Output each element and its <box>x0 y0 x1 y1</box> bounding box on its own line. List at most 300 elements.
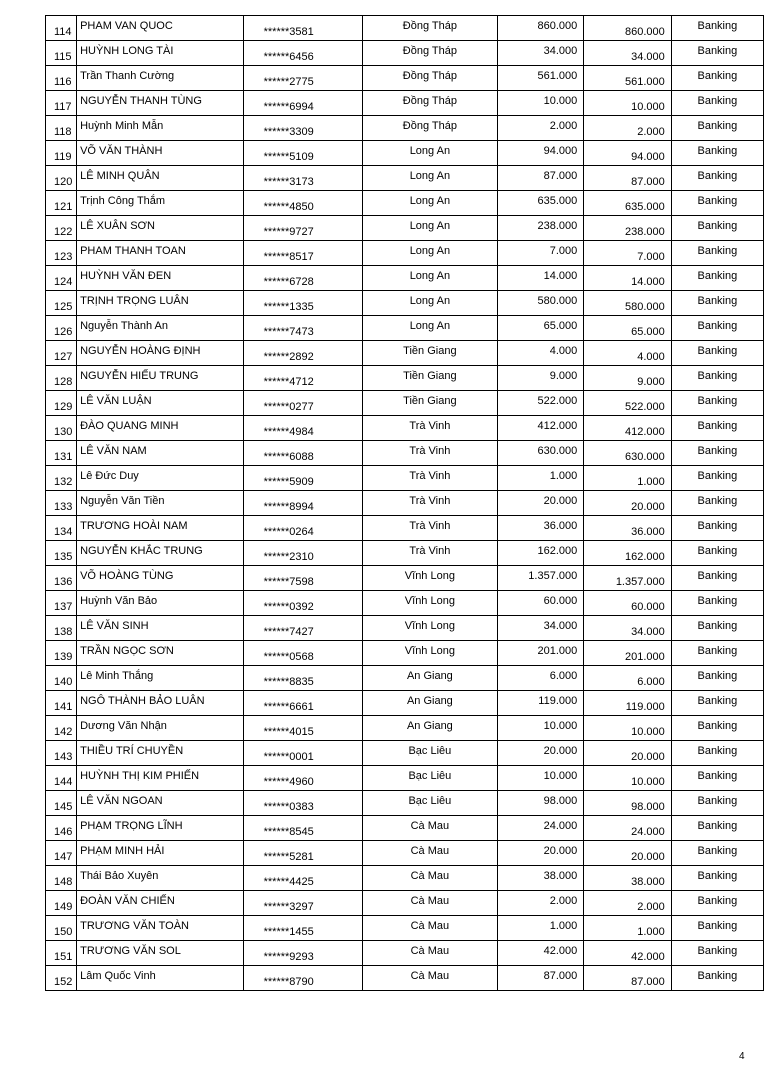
amount-cell <box>497 466 584 491</box>
row-number-cell <box>46 641 77 666</box>
row-number: 117 <box>54 101 72 113</box>
amount-total: 412.000 <box>624 426 665 438</box>
amount-cell <box>497 691 584 716</box>
account-number-cell <box>243 416 363 441</box>
donor-name: TRƯƠNG VĂN TOÀN <box>80 920 189 932</box>
amount-cell <box>497 516 584 541</box>
province-cell <box>363 716 498 741</box>
account-number-cell <box>243 641 363 666</box>
province: Vĩnh Long <box>404 645 455 657</box>
account-number-cell <box>243 341 363 366</box>
account-number: ******7598 <box>263 576 314 588</box>
row-number-cell <box>46 766 77 791</box>
amount-cell <box>497 941 584 966</box>
row-number: 147 <box>54 851 73 863</box>
donor-name-cell <box>77 516 244 541</box>
amount-total: 42.000 <box>631 951 665 963</box>
row-number-cell <box>46 16 77 41</box>
account-number-cell <box>243 191 363 216</box>
donor-name-cell <box>77 591 244 616</box>
row-number-cell <box>46 516 77 541</box>
amount-total-cell <box>584 166 672 191</box>
table-row <box>46 666 764 691</box>
row-number: 135 <box>54 551 73 563</box>
amount-cell <box>497 741 584 766</box>
amount-total-cell <box>584 316 672 341</box>
province-cell <box>363 641 498 666</box>
amount: 20.000 <box>543 495 578 507</box>
account-number-cell <box>243 841 363 866</box>
row-number: 115 <box>54 51 72 63</box>
amount: 1.000 <box>549 470 578 482</box>
province-cell <box>363 16 498 41</box>
account-number: ******6661 <box>263 701 314 713</box>
row-number-cell <box>46 716 77 741</box>
province: An Giang <box>406 695 453 707</box>
amount-cell <box>497 41 584 66</box>
province: Bạc Liêu <box>408 745 452 757</box>
amount-total-cell <box>584 141 672 166</box>
province: An Giang <box>406 670 453 682</box>
amount: 10.000 <box>543 95 578 107</box>
row-number: 128 <box>54 376 73 388</box>
row-number-cell <box>46 791 77 816</box>
row-number: 119 <box>54 151 72 163</box>
row-number: 132 <box>54 476 73 488</box>
province-cell <box>363 841 498 866</box>
donor-name: Trịnh Công Thắm <box>80 195 166 207</box>
province-cell <box>363 491 498 516</box>
table-row <box>46 866 764 891</box>
table-row <box>46 291 764 316</box>
page-number: 4 <box>739 1051 745 1062</box>
table-row <box>46 941 764 966</box>
table-row <box>46 141 764 166</box>
row-number-cell <box>46 116 77 141</box>
payment-method: Banking <box>697 395 738 407</box>
payment-method-cell <box>671 391 763 416</box>
amount-total-cell <box>584 491 672 516</box>
amount-total: 20.000 <box>631 751 665 763</box>
row-number-cell <box>46 466 77 491</box>
row-number-cell <box>46 816 77 841</box>
payment-method-cell <box>671 916 763 941</box>
donor-name-cell <box>77 66 244 91</box>
amount-total: 561.000 <box>624 76 665 88</box>
amount: 860.000 <box>537 20 578 32</box>
account-number-cell <box>243 566 363 591</box>
province: Đồng Tháp <box>402 70 457 82</box>
payment-method: Banking <box>697 720 738 732</box>
donor-name: Lê Minh Thắng <box>80 670 154 682</box>
table-row <box>46 341 764 366</box>
row-number: 149 <box>54 901 73 913</box>
account-number: ******4960 <box>263 776 314 788</box>
province-cell <box>363 366 498 391</box>
amount-cell <box>497 916 584 941</box>
row-number: 130 <box>54 426 73 438</box>
donor-name-cell <box>77 891 244 916</box>
amount-total-cell <box>584 91 672 116</box>
amount-total: 238.000 <box>624 226 665 238</box>
payment-method-cell <box>671 141 763 166</box>
payment-method: Banking <box>697 220 738 232</box>
donor-name: Trần Thanh Cường <box>80 70 175 82</box>
row-number-cell <box>46 366 77 391</box>
payment-method-cell <box>671 691 763 716</box>
province: Trà Vinh <box>409 420 451 432</box>
amount-total-cell <box>584 391 672 416</box>
province: Đồng Tháp <box>402 95 457 107</box>
table-row <box>46 641 764 666</box>
payment-method-cell <box>671 966 763 991</box>
donor-name: VÕ VĂN THÀNH <box>80 145 163 157</box>
row-number-cell <box>46 216 77 241</box>
amount: 635.000 <box>537 195 578 207</box>
amount-total: 24.000 <box>631 826 665 838</box>
account-number: ******0001 <box>263 751 314 763</box>
payment-method: Banking <box>697 595 738 607</box>
amount-total: 94.000 <box>631 151 665 163</box>
province-cell <box>363 791 498 816</box>
amount-cell <box>497 391 584 416</box>
account-number-cell <box>243 366 363 391</box>
account-number-cell <box>243 666 363 691</box>
account-number: ******4984 <box>263 426 314 438</box>
amount-cell <box>497 591 584 616</box>
payment-method-cell <box>671 466 763 491</box>
amount-total: 38.000 <box>631 876 665 888</box>
amount: 36.000 <box>543 520 578 532</box>
amount-cell <box>497 366 584 391</box>
donor-name: TRỊNH TRỌNG LUÂN <box>80 295 189 307</box>
amount-total: 1.357.000 <box>615 576 665 588</box>
donor-name: ĐOÀN VĂN CHIẾN <box>80 895 175 907</box>
payment-method-cell <box>671 16 763 41</box>
amount-total: 20.000 <box>631 851 665 863</box>
payment-method: Banking <box>697 320 738 332</box>
table-row <box>46 316 764 341</box>
donor-name-cell <box>77 16 244 41</box>
table-row <box>46 591 764 616</box>
amount: 412.000 <box>537 420 578 432</box>
amount: 38.000 <box>543 870 578 882</box>
account-number-cell <box>243 391 363 416</box>
amount-cell <box>497 141 584 166</box>
amount: 34.000 <box>543 45 578 57</box>
account-number: ******8835 <box>263 676 314 688</box>
amount-total-cell <box>584 616 672 641</box>
amount-total-cell <box>584 766 672 791</box>
table-row <box>46 441 764 466</box>
amount-total: 34.000 <box>631 51 665 63</box>
province: Long An <box>409 220 451 232</box>
donor-name-cell <box>77 191 244 216</box>
amount: 42.000 <box>543 945 578 957</box>
donor-name-cell <box>77 616 244 641</box>
amount-total-cell <box>584 791 672 816</box>
province: Tiền Giang <box>403 370 457 382</box>
amount: 20.000 <box>543 845 578 857</box>
amount-total: 60.000 <box>631 601 665 613</box>
amount-total: 9.000 <box>637 376 665 388</box>
account-number-cell <box>243 516 363 541</box>
province: Long An <box>409 320 451 332</box>
payment-method: Banking <box>697 770 738 782</box>
table-row <box>46 491 764 516</box>
amount-total: 20.000 <box>631 501 665 513</box>
account-number: ******8545 <box>263 826 314 838</box>
payment-method-cell <box>671 741 763 766</box>
row-number-cell <box>46 241 77 266</box>
donor-name: LÊ VĂN NGOAN <box>80 795 163 807</box>
province-cell <box>363 216 498 241</box>
row-number: 127 <box>54 351 73 363</box>
amount-cell <box>497 266 584 291</box>
province-cell <box>363 666 498 691</box>
donor-name: LÊ VĂN SINH <box>80 620 149 632</box>
amount-total: 860.000 <box>624 26 665 38</box>
payment-method-cell <box>671 316 763 341</box>
province-cell <box>363 291 498 316</box>
province: Long An <box>409 170 451 182</box>
amount-total: 4.000 <box>637 351 665 363</box>
donor-name-cell <box>77 641 244 666</box>
amount-total-cell <box>584 866 672 891</box>
amount-total-cell <box>584 816 672 841</box>
table-row <box>46 741 764 766</box>
row-number: 144 <box>54 776 73 788</box>
amount-total-cell <box>584 241 672 266</box>
donor-name: NGUYỄN HIẾU TRUNG <box>80 370 199 382</box>
table-row <box>46 91 764 116</box>
amount-cell <box>497 841 584 866</box>
amount: 2.000 <box>549 120 578 132</box>
province-cell <box>363 316 498 341</box>
amount: 201.000 <box>537 645 578 657</box>
donor-name: PHAM THANH TOAN <box>80 245 186 257</box>
province: Long An <box>409 270 451 282</box>
account-number: ******5909 <box>263 476 314 488</box>
province-cell <box>363 141 498 166</box>
table-row <box>46 166 764 191</box>
amount: 9.000 <box>549 370 578 382</box>
payment-method-cell <box>671 66 763 91</box>
row-number-cell <box>46 841 77 866</box>
province-cell <box>363 591 498 616</box>
donor-name-cell <box>77 841 244 866</box>
donor-name-cell <box>77 166 244 191</box>
amount-total: 1.000 <box>637 926 665 938</box>
payment-method-cell <box>671 516 763 541</box>
amount-cell <box>497 241 584 266</box>
donor-name: Dương Văn Nhận <box>80 720 167 732</box>
donor-name-cell <box>77 441 244 466</box>
donor-name: NGUYỄN KHẮC TRUNG <box>80 545 203 557</box>
row-number-cell <box>46 491 77 516</box>
account-number: ******1335 <box>263 301 314 313</box>
amount: 14.000 <box>543 270 578 282</box>
payment-method-cell <box>671 641 763 666</box>
row-number: 114 <box>54 26 72 38</box>
account-number: ******7427 <box>263 626 314 638</box>
amount-total: 10.000 <box>631 776 665 788</box>
account-number-cell <box>243 616 363 641</box>
donor-name: HUỲNH LONG TÀI <box>80 45 174 57</box>
amount-total: 1.000 <box>637 476 665 488</box>
amount-cell <box>497 16 584 41</box>
account-number: ******0277 <box>263 401 314 413</box>
donor-name-cell <box>77 116 244 141</box>
account-number: ******9727 <box>263 226 314 238</box>
province-cell <box>363 441 498 466</box>
donor-name-cell <box>77 416 244 441</box>
amount: 98.000 <box>543 795 578 807</box>
donor-name: TRẦN NGỌC SƠN <box>80 645 174 657</box>
amount-total-cell <box>584 341 672 366</box>
payment-method: Banking <box>697 195 738 207</box>
account-number: ******6456 <box>263 51 314 63</box>
payment-method: Banking <box>697 520 738 532</box>
amount-total-cell <box>584 941 672 966</box>
amount-cell <box>497 616 584 641</box>
amount-cell <box>497 891 584 916</box>
row-number-cell <box>46 291 77 316</box>
account-number-cell <box>243 316 363 341</box>
amount: 119.000 <box>538 695 578 707</box>
amount-cell <box>497 441 584 466</box>
amount-cell <box>497 641 584 666</box>
amount: 87.000 <box>543 170 578 182</box>
payment-method: Banking <box>697 970 738 982</box>
row-number: 122 <box>54 226 73 238</box>
province-cell <box>363 616 498 641</box>
amount: 20.000 <box>543 745 578 757</box>
account-number-cell <box>243 691 363 716</box>
amount-total-cell <box>584 66 672 91</box>
amount-total-cell <box>584 441 672 466</box>
account-number: ******4015 <box>263 726 314 738</box>
table-row <box>46 366 764 391</box>
donor-name-cell <box>77 391 244 416</box>
amount-total-cell <box>584 116 672 141</box>
province: Bạc Liêu <box>408 795 452 807</box>
payment-method: Banking <box>697 695 738 707</box>
payment-method: Banking <box>697 270 738 282</box>
account-number-cell <box>243 216 363 241</box>
payment-method-cell <box>671 616 763 641</box>
amount-cell <box>497 541 584 566</box>
donor-name-cell <box>77 266 244 291</box>
amount-cell <box>497 66 584 91</box>
row-number-cell <box>46 566 77 591</box>
account-number: ******2892 <box>263 351 314 363</box>
amount: 65.000 <box>543 320 578 332</box>
row-number: 123 <box>54 251 73 263</box>
donor-name: THIỀU TRÍ CHUYỀN <box>80 745 184 757</box>
row-number-cell <box>46 416 77 441</box>
account-number-cell <box>243 966 363 991</box>
province-cell <box>363 41 498 66</box>
account-number-cell <box>243 941 363 966</box>
amount-cell <box>497 291 584 316</box>
province: Trà Vinh <box>409 445 451 457</box>
payment-method-cell <box>671 41 763 66</box>
amount-total-cell <box>584 566 672 591</box>
payment-method-cell <box>671 291 763 316</box>
amount-total: 10.000 <box>631 101 665 113</box>
table-row <box>46 966 764 991</box>
province: Trà Vinh <box>409 520 451 532</box>
table-row <box>46 191 764 216</box>
account-number: ******3297 <box>263 901 314 913</box>
amount-total: 635.000 <box>624 201 665 213</box>
row-number-cell <box>46 741 77 766</box>
account-number-cell <box>243 891 363 916</box>
amount-cell <box>497 166 584 191</box>
amount-total: 87.000 <box>631 976 665 988</box>
table-row <box>46 241 764 266</box>
payment-method-cell <box>671 191 763 216</box>
amount-total: 201.000 <box>624 651 665 663</box>
payment-method-cell <box>671 891 763 916</box>
payment-method: Banking <box>697 295 738 307</box>
province-cell <box>363 691 498 716</box>
table-row <box>46 416 764 441</box>
account-number: ******4425 <box>263 876 314 888</box>
row-number: 142 <box>54 726 73 738</box>
amount-total: 2.000 <box>637 901 665 913</box>
amount-total: 580.000 <box>624 301 665 313</box>
payment-method-cell <box>671 491 763 516</box>
table-row <box>46 791 764 816</box>
province-cell <box>363 66 498 91</box>
payment-method: Banking <box>697 370 738 382</box>
payment-method: Banking <box>697 620 738 632</box>
table-row <box>46 691 764 716</box>
donor-name: Huỳnh Văn Bảo <box>80 595 158 607</box>
amount: 630.000 <box>537 445 578 457</box>
account-number-cell <box>243 591 363 616</box>
donor-name-cell <box>77 666 244 691</box>
donor-name: PHẠM MINH HẢI <box>80 845 165 857</box>
amount-total-cell <box>584 966 672 991</box>
amount-cell <box>497 91 584 116</box>
row-number: 124 <box>54 276 73 288</box>
payment-method-cell <box>671 841 763 866</box>
donor-name-cell <box>77 791 244 816</box>
province-cell <box>363 391 498 416</box>
amount-cell <box>497 816 584 841</box>
province: Trà Vinh <box>409 470 451 482</box>
donor-name-cell <box>77 316 244 341</box>
province-cell <box>363 766 498 791</box>
row-number-cell <box>46 91 77 116</box>
donor-name-cell <box>77 341 244 366</box>
amount-cell <box>497 191 584 216</box>
payment-method-cell <box>671 166 763 191</box>
donor-name: VÕ HOÀNG TÙNG <box>80 570 174 582</box>
payment-method: Banking <box>697 170 738 182</box>
table-row <box>46 41 764 66</box>
province: Cà Mau <box>410 920 450 932</box>
row-number-cell <box>46 141 77 166</box>
donor-name-cell <box>77 291 244 316</box>
account-number: ******5281 <box>263 851 314 863</box>
amount-cell <box>497 341 584 366</box>
province: Đồng Tháp <box>402 45 457 57</box>
amount: 7.000 <box>549 245 578 257</box>
